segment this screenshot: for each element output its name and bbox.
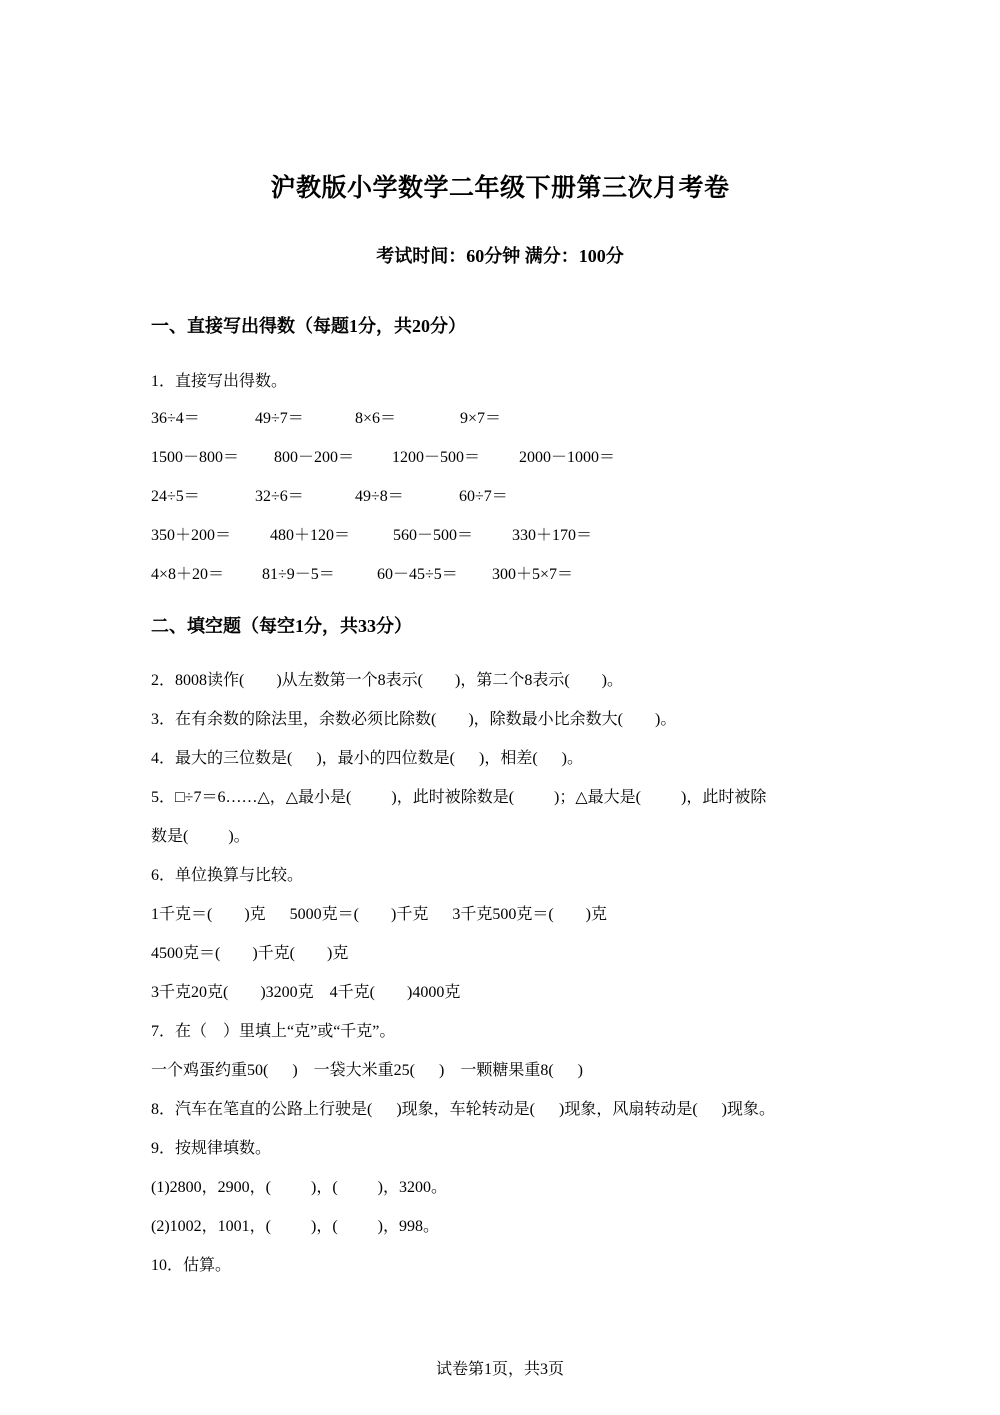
section-2-heading: 二、填空题（每空1分，共33分）	[151, 616, 412, 636]
question-6-line: 3千克20克( )3200克 4千克( )4000克	[151, 984, 461, 1001]
calc-item: 81÷9－5＝	[262, 566, 335, 583]
question-5-continued: 数是( )。	[151, 828, 250, 845]
question-10: 10．估算。	[151, 1257, 232, 1274]
calc-item: 9×7＝	[460, 410, 502, 427]
section-1-heading: 一、直接写出得数（每题1分，共20分）	[151, 316, 466, 336]
calc-item: 32÷6＝	[255, 488, 304, 505]
question-6-line: 4500克＝( )千克( )克	[151, 945, 349, 962]
question-8: 8．汽车在笔直的公路上行驶是( )现象，车轮转动是( )现象，风扇转动是( )现象。	[151, 1101, 775, 1118]
question-6-line: 1千克＝( )克 5000克＝( )千克 3千克500克＝( )克	[151, 906, 607, 923]
calc-item: 800－200＝	[274, 449, 355, 466]
page-footer: 试卷第1页，共3页	[435, 1361, 564, 1378]
calc-item: 1500－800＝	[151, 449, 240, 466]
calc-item: 300＋5×7＝	[492, 566, 574, 583]
question-2: 2．8008读作( )从左数第一个8表示( )，第二个8表示( )。	[151, 672, 623, 689]
calc-item: 60－45÷5＝	[377, 566, 458, 583]
exam-title: 沪教版小学数学二年级下册第三次月考卷	[270, 173, 730, 202]
calc-item: 350＋200＝	[151, 527, 232, 544]
question-1: 1．直接写出得数。	[151, 373, 288, 390]
calc-item: 2000－1000＝	[519, 449, 616, 466]
question-3: 3．在有余数的除法里，余数必须比除数( )，除数最小比余数大( )。	[151, 711, 677, 728]
calc-item: 24÷5＝	[151, 488, 200, 505]
question-6: 6．单位换算与比较。	[151, 867, 304, 884]
calc-item: 1200－500＝	[392, 449, 481, 466]
question-7: 7．在（ ）里填上“克”或“千克”。	[151, 1023, 396, 1040]
exam-subtitle: 考试时间：60分钟 满分：100分	[376, 246, 624, 266]
calc-item: 60÷7＝	[459, 488, 508, 505]
calc-item: 560－500＝	[393, 527, 474, 544]
question-7-line: 一个鸡蛋约重50( ) 一袋大米重25( ) 一颗糖果重8( )	[151, 1062, 583, 1079]
calc-item: 36÷4＝	[151, 410, 200, 427]
question-9-line: (1)2800，2900，( )，( )，3200。	[151, 1179, 447, 1196]
calc-item: 4×8＋20＝	[151, 566, 225, 583]
calc-item: 49÷8＝	[355, 488, 404, 505]
calc-item: 480＋120＝	[270, 527, 351, 544]
calc-item: 49÷7＝	[255, 410, 304, 427]
question-4: 4．最大的三位数是( )，最小的四位数是( )，相差( )。	[151, 750, 583, 767]
calc-item: 8×6＝	[355, 410, 397, 427]
question-5: 5．□÷7＝6……△，△最小是( )，此时被除数是( )；△最大是( )，此时被除	[151, 789, 767, 806]
calc-item: 330＋170＝	[512, 527, 593, 544]
question-9: 9．按规律填数。	[151, 1140, 272, 1157]
question-9-line: (2)1002，1001，( )，( )，998。	[151, 1218, 439, 1235]
